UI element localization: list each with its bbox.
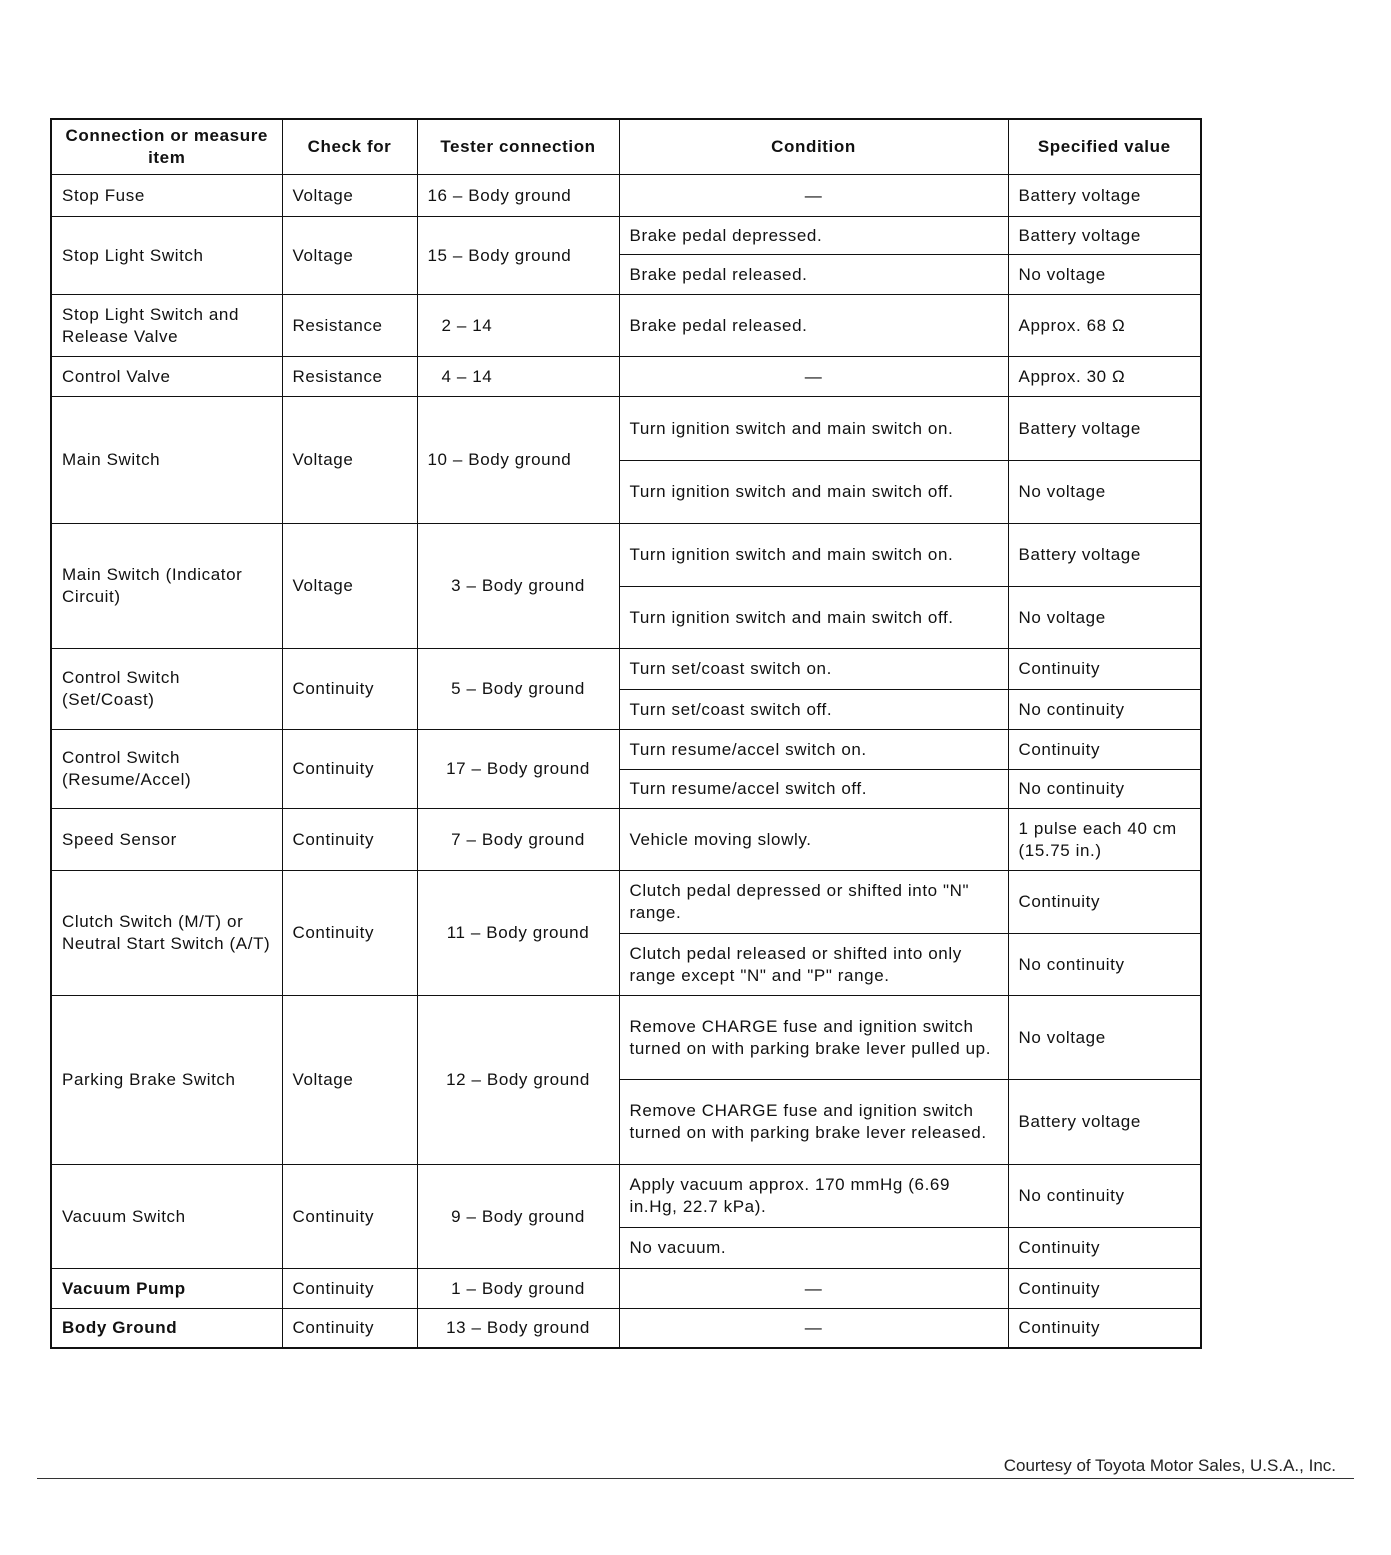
condition-cell: — [619,1269,1008,1309]
tester-cell: 2 – 14 [417,295,619,357]
table-row [51,996,1201,1080]
tester-cell: 1 – Body ground [417,1269,619,1309]
table-row [51,1309,1201,1348]
item-cell: Stop Light Switch and Release Valve [51,295,282,357]
condition-cell: No vacuum. [619,1228,1008,1269]
check-cell: Continuity [282,1269,417,1309]
value-cell: Continuity [1008,649,1201,690]
condition-cell: Clutch pedal depressed or shifted into "N" range. [619,871,1008,934]
value-cell: No continuity [1008,1165,1201,1228]
item-cell: Control Switch (Set/Coast) [51,649,282,730]
value-cell: Battery voltage [1008,217,1201,255]
condition-cell: Turn set/coast switch off. [619,690,1008,730]
table-row [51,357,1201,397]
value-cell: Approx. 30 Ω [1008,357,1201,397]
value-cell: No voltage [1008,255,1201,295]
value-cell: Approx. 68 Ω [1008,295,1201,357]
check-cell: Continuity [282,809,417,871]
table-row [51,1269,1201,1309]
value-cell: Continuity [1008,871,1201,934]
value-cell: Continuity [1008,730,1201,770]
tester-cell: 9 – Body ground [417,1165,619,1269]
value-cell: No continuity [1008,934,1201,996]
check-cell: Voltage [282,175,417,217]
tester-cell: 5 – Body ground [417,649,619,730]
tester-cell: 4 – 14 [417,357,619,397]
value-cell: No voltage [1008,996,1201,1080]
value-cell: Continuity [1008,1228,1201,1269]
item-cell: Control Switch (Resume/Accel) [51,730,282,809]
condition-cell: Clutch pedal released or shifted into only range except "N" and "P" range. [619,934,1008,996]
check-cell: Continuity [282,649,417,730]
item-cell: Stop Light Switch [51,217,282,295]
item-cell: Body Ground [51,1309,282,1348]
tester-cell: 17 – Body ground [417,730,619,809]
tester-cell: 3 – Body ground [417,524,619,649]
condition-cell: Vehicle moving slowly. [619,809,1008,871]
header-connection: Connection or measure item [51,119,282,175]
item-cell: Vacuum Pump [51,1269,282,1309]
tester-cell: 10 – Body ground [417,397,619,524]
condition-cell: — [619,175,1008,217]
check-cell: Voltage [282,996,417,1165]
table-row [51,730,1201,770]
condition-cell: Brake pedal depressed. [619,217,1008,255]
tester-cell: 15 – Body ground [417,217,619,295]
condition-cell: Turn ignition switch and main switch off. [619,587,1008,649]
item-cell: Clutch Switch (M/T) or Neutral Start Switch (A/T) [51,871,282,996]
value-cell: Battery voltage [1008,175,1201,217]
table-row [51,649,1201,690]
value-cell: Battery voltage [1008,397,1201,461]
tester-cell: 12 – Body ground [417,996,619,1165]
header-specified-value: Specified value [1008,119,1201,175]
table-row [51,397,1201,461]
value-cell: Continuity [1008,1269,1201,1309]
check-cell: Voltage [282,217,417,295]
condition-cell: Turn ignition switch and main switch off. [619,461,1008,524]
value-cell: Battery voltage [1008,524,1201,587]
value-cell: No continuity [1008,690,1201,730]
condition-cell: Turn resume/accel switch on. [619,730,1008,770]
specification-table [50,118,1202,1349]
table-row [51,524,1201,587]
check-cell: Voltage [282,524,417,649]
table-row [51,295,1201,357]
value-cell: No voltage [1008,587,1201,649]
value-cell: Battery voltage [1008,1080,1201,1165]
check-cell: Resistance [282,357,417,397]
item-cell: Main Switch [51,397,282,524]
value-cell: 1 pulse each 40 cm (15.75 in.) [1008,809,1201,871]
check-cell: Continuity [282,1165,417,1269]
condition-cell: Remove CHARGE fuse and ignition switch turned on with parking brake lever pulled up. [619,996,1008,1080]
header-tester-connection: Tester connection [417,119,619,175]
condition-cell: Turn resume/accel switch off. [619,770,1008,809]
check-cell: Continuity [282,730,417,809]
item-cell: Speed Sensor [51,809,282,871]
table-row [51,809,1201,871]
check-cell: Continuity [282,871,417,996]
table-row [51,871,1201,934]
condition-cell: Turn set/coast switch on. [619,649,1008,690]
condition-cell: — [619,357,1008,397]
value-cell: Continuity [1008,1309,1201,1348]
table-header-row [51,119,1201,175]
check-cell: Voltage [282,397,417,524]
check-cell: Continuity [282,1309,417,1348]
item-cell: Control Valve [51,357,282,397]
item-cell: Stop Fuse [51,175,282,217]
tester-cell: 11 – Body ground [417,871,619,996]
condition-cell: Apply vacuum approx. 170 mmHg (6.69 in.Hg, 22.7 kPa). [619,1165,1008,1228]
header-condition: Condition [619,119,1008,175]
table-row [51,175,1201,217]
footer-divider [37,1478,1354,1479]
value-cell: No voltage [1008,461,1201,524]
condition-cell: Turn ignition switch and main switch on. [619,524,1008,587]
condition-cell: — [619,1309,1008,1348]
tester-cell: 16 – Body ground [417,175,619,217]
check-cell: Resistance [282,295,417,357]
item-cell: Parking Brake Switch [51,996,282,1165]
header-check-for: Check for [282,119,417,175]
table-row [51,217,1201,255]
tester-cell: 7 – Body ground [417,809,619,871]
tester-cell: 13 – Body ground [417,1309,619,1348]
item-cell: Main Switch (Indicator Circuit) [51,524,282,649]
courtesy-credit: Courtesy of Toyota Motor Sales, U.S.A., Inc. [1003,1456,1336,1475]
condition-cell: Brake pedal released. [619,295,1008,357]
condition-cell: Turn ignition switch and main switch on. [619,397,1008,461]
condition-cell: Remove CHARGE fuse and ignition switch turned on with parking brake lever released. [619,1080,1008,1165]
value-cell: No continuity [1008,770,1201,809]
item-cell: Vacuum Switch [51,1165,282,1269]
condition-cell: Brake pedal released. [619,255,1008,295]
table-row [51,1165,1201,1228]
